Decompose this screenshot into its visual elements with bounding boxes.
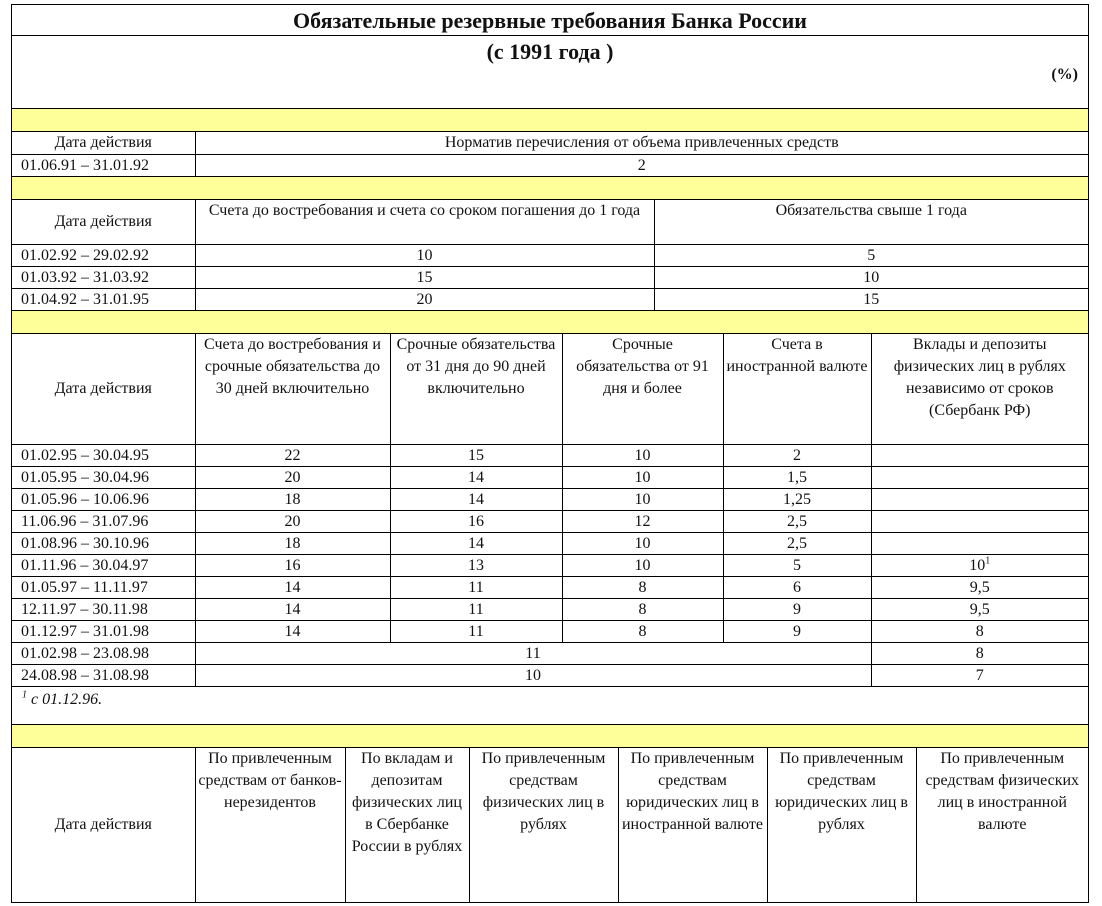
- row-date: 11.06.96 – 31.07.96: [12, 511, 195, 533]
- row-value: 15: [195, 267, 654, 289]
- header-col-2: По вкладам и депозитам физических лиц в Сбербанке России в рублях: [345, 748, 469, 903]
- footnote-marker: 1: [985, 555, 991, 567]
- row-value: 1,5: [723, 467, 871, 489]
- row-value-with-footnote: [871, 555, 1088, 577]
- row-value: 8: [562, 599, 723, 621]
- section-separator: [12, 311, 1088, 334]
- row-value: 10: [195, 245, 654, 267]
- row-value: 10: [562, 489, 723, 511]
- row-value: 5: [654, 245, 1088, 267]
- row-value: [871, 445, 1088, 467]
- row-date: 01.04.92 – 31.01.95: [12, 289, 195, 311]
- header-date: Дата действия: [12, 200, 195, 245]
- unit-label: (%): [1051, 66, 1078, 83]
- row-value: 16: [390, 511, 562, 533]
- row-value: 9: [723, 621, 871, 643]
- row-date: 01.02.92 – 29.02.92: [12, 245, 195, 267]
- row-value: 5: [723, 555, 871, 577]
- row-value: 2,5: [723, 533, 871, 555]
- row-value: 11: [390, 577, 562, 599]
- document-title: Обязательные резервные требования Банка России: [293, 8, 807, 33]
- row-value: 9,5: [871, 577, 1088, 599]
- row-value: 14: [390, 533, 562, 555]
- header-col-5: По привлеченным средствам юридических лиц в рублях: [767, 748, 916, 903]
- row-value: 14: [195, 599, 390, 621]
- header-demand-accounts: Счета до востребования и счета со сроком погашения до 1 года: [195, 200, 654, 245]
- row-value: 2,5: [723, 511, 871, 533]
- row-value: 2: [723, 445, 871, 467]
- row-value: 18: [195, 533, 390, 555]
- table-section-later: [12, 748, 1088, 903]
- row-value: 13: [390, 555, 562, 577]
- header-col-3: Срочные обязательства от 91 дня и более: [562, 334, 723, 445]
- row-value: 9,5: [871, 599, 1088, 621]
- row-value: 7: [871, 665, 1088, 687]
- row-date: 01.12.97 – 31.01.98: [12, 621, 195, 643]
- row-value: 10: [562, 445, 723, 467]
- section-separator: [12, 109, 1088, 132]
- row-value: 11: [390, 599, 562, 621]
- row-value: 16: [195, 555, 390, 577]
- row-value: 15: [390, 445, 562, 467]
- row-date: 01.06.91 – 31.01.92: [12, 155, 195, 177]
- reserve-requirements-document: [11, 4, 1089, 903]
- table-section-1992: [12, 200, 1088, 311]
- row-date: 01.05.96 – 10.06.96: [12, 489, 195, 511]
- row-value: 10: [562, 533, 723, 555]
- header-col-4: По привлеченным средствам юридических лиц в иностранной валюте: [618, 748, 767, 903]
- header-date: Дата действия: [12, 334, 195, 445]
- header-date: Дата действия: [12, 132, 195, 155]
- header-col-5: Вклады и депозиты физических лиц в рублях независимо от сроков (Сбербанк РФ): [871, 334, 1088, 445]
- section-separator: [12, 725, 1088, 748]
- row-value: 20: [195, 289, 654, 311]
- row-value: 6: [723, 577, 871, 599]
- header-col-6: По привлеченным средствам физических лиц в иностранной валюте: [916, 748, 1088, 903]
- section-separator: [12, 177, 1088, 200]
- header-norm: Норматив перечисления от объема привлеченных средств: [195, 132, 1088, 155]
- row-value: [871, 533, 1088, 555]
- row-value: 10: [562, 555, 723, 577]
- row-value: 14: [195, 577, 390, 599]
- row-value: [871, 511, 1088, 533]
- header-col-1: Счета до востребования и срочные обязательства до 30 дней включительно: [195, 334, 390, 445]
- row-value: 12: [562, 511, 723, 533]
- row-value: 8: [562, 621, 723, 643]
- footnote-text: с 01.12.96.: [27, 691, 103, 708]
- header-date: Дата действия: [12, 748, 195, 903]
- row-value: 22: [195, 445, 390, 467]
- row-value: 15: [654, 289, 1088, 311]
- row-value: [871, 489, 1088, 511]
- row-value: 9: [723, 599, 871, 621]
- row-value: 10: [654, 267, 1088, 289]
- row-value: 14: [390, 467, 562, 489]
- table-section-1991: [12, 132, 1088, 177]
- row-value: 14: [390, 489, 562, 511]
- footnote-text-wrap: [22, 691, 102, 709]
- row-value: 20: [195, 467, 390, 489]
- header-over-1-year: Обязательства свыше 1 года: [654, 200, 1088, 245]
- row-date: 01.11.96 – 30.04.97: [12, 555, 195, 577]
- footnote: [12, 687, 1088, 725]
- row-value: 20: [195, 511, 390, 533]
- row-value-merged: 11: [195, 643, 871, 665]
- footnote-marker: 1: [22, 689, 27, 701]
- row-value: 1,25: [723, 489, 871, 511]
- row-date: 24.08.98 – 31.08.98: [12, 665, 195, 687]
- row-value: 11: [390, 621, 562, 643]
- row-value: 2: [195, 155, 1088, 177]
- header-col-2: Срочные обязательства от 31 дня до 90 дней включительно: [390, 334, 562, 445]
- row-date: 01.02.98 – 23.08.98: [12, 643, 195, 665]
- row-date: 01.05.97 – 11.11.97: [12, 577, 195, 599]
- row-date: 01.03.92 – 31.03.92: [12, 267, 195, 289]
- table-section-1995: [12, 334, 1088, 687]
- row-value: 8: [562, 577, 723, 599]
- document-subtitle: (с 1991 года ): [486, 39, 614, 64]
- row-value: 14: [195, 621, 390, 643]
- row-value: [871, 467, 1088, 489]
- header-col-3: По привлеченным средствам физических лиц в рублях: [469, 748, 618, 903]
- row-value: 8: [871, 643, 1088, 665]
- row-value-merged: 10: [195, 665, 871, 687]
- row-value: 18: [195, 489, 390, 511]
- row-value: 8: [871, 621, 1088, 643]
- row-date: 12.11.97 – 30.11.98: [12, 599, 195, 621]
- header-col-1: По привлеченным средствам от банков-нерезидентов: [195, 748, 345, 903]
- row-value: 10: [969, 557, 986, 574]
- header-col-4: Счета в иностранной валюте: [723, 334, 871, 445]
- title-divider: [12, 35, 1088, 36]
- row-date: 01.05.95 – 30.04.96: [12, 467, 195, 489]
- row-date: 01.02.95 – 30.04.95: [12, 445, 195, 467]
- title-block: [12, 5, 1088, 109]
- row-value: 10: [562, 467, 723, 489]
- row-date: 01.08.96 – 30.10.96: [12, 533, 195, 555]
